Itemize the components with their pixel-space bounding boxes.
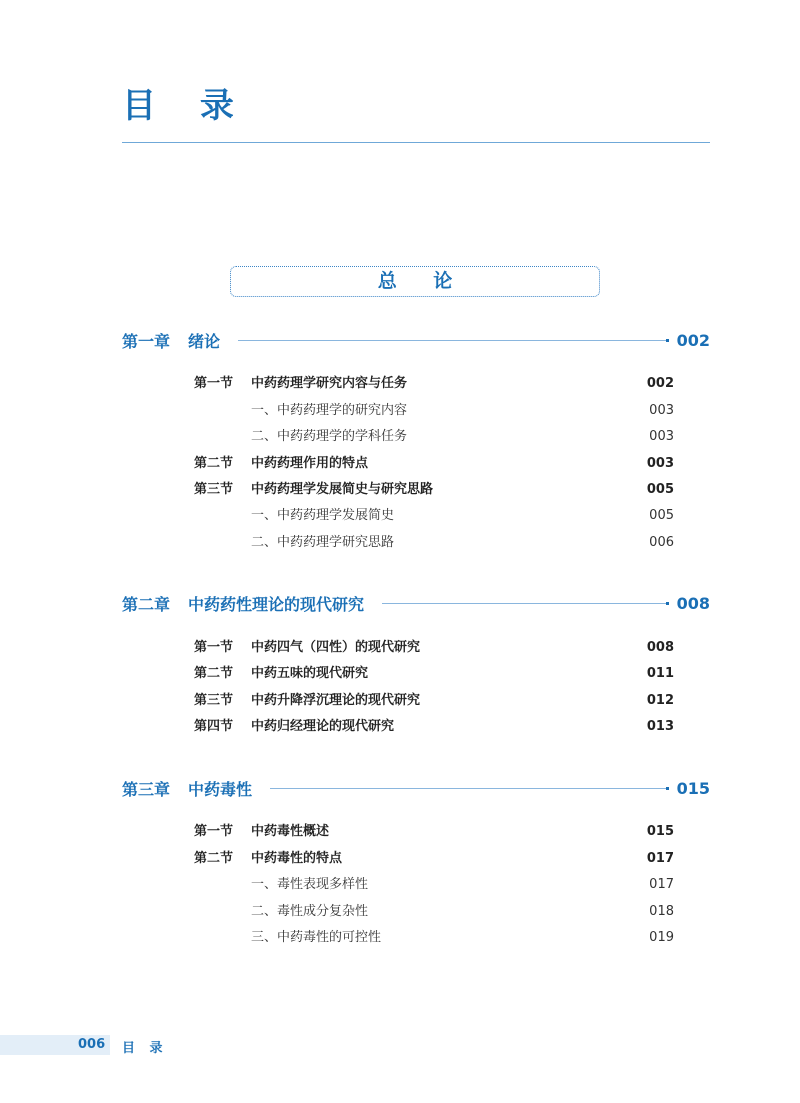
- entry-page: 017: [646, 851, 674, 866]
- entry-title: 一、中药药理学的研究内容: [251, 403, 408, 418]
- entry-title: 三、中药毒性的可控性: [251, 930, 382, 945]
- chapter-label: 第三章: [122, 779, 171, 799]
- toc-entry[interactable]: [194, 638, 674, 658]
- chapter-label: 第一章: [122, 331, 171, 351]
- entry-title: 中药毒性的特点: [251, 851, 343, 866]
- toc-entry[interactable]: [194, 480, 674, 500]
- leader-dot: [666, 602, 669, 605]
- entry-page: 019: [649, 930, 674, 945]
- chapter-title: 绪论: [188, 331, 221, 351]
- entry-title: 一、中药药理学发展简史: [251, 508, 395, 523]
- entry-page: 015: [646, 824, 674, 839]
- entry-title: 二、中药药理学研究思路: [251, 535, 395, 550]
- entry-page: 003: [649, 429, 674, 444]
- entry-title: 中药五味的现代研究: [251, 666, 369, 681]
- toc-entry[interactable]: [194, 822, 674, 842]
- entry-page: 006: [649, 535, 674, 550]
- toc-subentry[interactable]: [194, 875, 674, 895]
- entry-title: 中药药理学研究内容与任务: [251, 376, 408, 391]
- title-divider: [122, 142, 710, 143]
- entry-title: 中药升降浮沉理论的现代研究: [251, 693, 421, 708]
- toc-subentry[interactable]: [194, 506, 674, 526]
- entry-title: 一、毒性表现多样性: [251, 877, 369, 892]
- toc-entry[interactable]: [194, 454, 674, 474]
- section-label: 第一节: [194, 824, 234, 839]
- toc-entry[interactable]: [194, 849, 674, 869]
- entry-page: 013: [646, 719, 674, 734]
- chapter-page: 008: [676, 593, 710, 613]
- chapter-page: 015: [676, 778, 710, 798]
- toc-subentry[interactable]: [194, 427, 674, 447]
- entry-title: 中药药理学发展简史与研究思路: [251, 482, 434, 497]
- entry-page: 008: [646, 640, 674, 655]
- section-label: 第三节: [194, 693, 234, 708]
- entry-page: 005: [649, 508, 674, 523]
- entry-page: 003: [646, 456, 674, 471]
- section-label: 第二节: [194, 851, 234, 866]
- entry-title: 二、毒性成分复杂性: [251, 904, 369, 919]
- entry-title: 中药药理作用的特点: [251, 456, 369, 471]
- toc-subentry[interactable]: [194, 401, 674, 421]
- entry-title: 中药毒性概述: [251, 824, 330, 839]
- toc-subentry[interactable]: [194, 902, 674, 922]
- section-label: 第三节: [194, 482, 234, 497]
- chapter-page: 002: [676, 330, 710, 350]
- section-label: 第一节: [194, 376, 234, 391]
- entry-title: 中药四气（四性）的现代研究: [251, 640, 421, 655]
- toc-entry[interactable]: [194, 374, 674, 394]
- chapter-label: 第二章: [122, 594, 171, 614]
- leader-dot: [666, 787, 669, 790]
- part-heading: 总 论: [230, 266, 600, 297]
- chapter-title: 中药毒性: [188, 779, 253, 799]
- entry-page: 017: [649, 877, 674, 892]
- section-label: 第四节: [194, 719, 234, 734]
- entry-page: 011: [646, 666, 674, 681]
- entry-page: 003: [649, 403, 674, 418]
- entry-page: 002: [646, 376, 674, 391]
- entry-page: 005: [646, 482, 674, 497]
- section-label: 第二节: [194, 666, 234, 681]
- entry-title: 二、中药药理学的学科任务: [251, 429, 408, 444]
- leader-line: [270, 788, 666, 789]
- footer-running-title: 目 录: [122, 1041, 163, 1056]
- chapter-heading[interactable]: [122, 328, 710, 352]
- section-label: 第一节: [194, 640, 234, 655]
- section-label: 第二节: [194, 456, 234, 471]
- entry-title: 中药归经理论的现代研究: [251, 719, 395, 734]
- toc-entry[interactable]: [194, 717, 674, 737]
- leader-dot: [666, 339, 669, 342]
- entry-page: 012: [646, 693, 674, 708]
- page-title: 目 录: [122, 86, 236, 126]
- toc-subentry[interactable]: [194, 533, 674, 553]
- toc-subentry[interactable]: [194, 928, 674, 948]
- chapter-heading[interactable]: [122, 776, 710, 800]
- footer-page-number: 006: [78, 1037, 106, 1052]
- chapter-heading[interactable]: [122, 591, 710, 615]
- leader-line: [382, 603, 666, 604]
- toc-entry[interactable]: [194, 664, 674, 684]
- toc-entry[interactable]: [194, 691, 674, 711]
- entry-page: 018: [649, 904, 674, 919]
- chapter-title: 中药药性理论的现代研究: [188, 594, 365, 614]
- leader-line: [238, 340, 666, 341]
